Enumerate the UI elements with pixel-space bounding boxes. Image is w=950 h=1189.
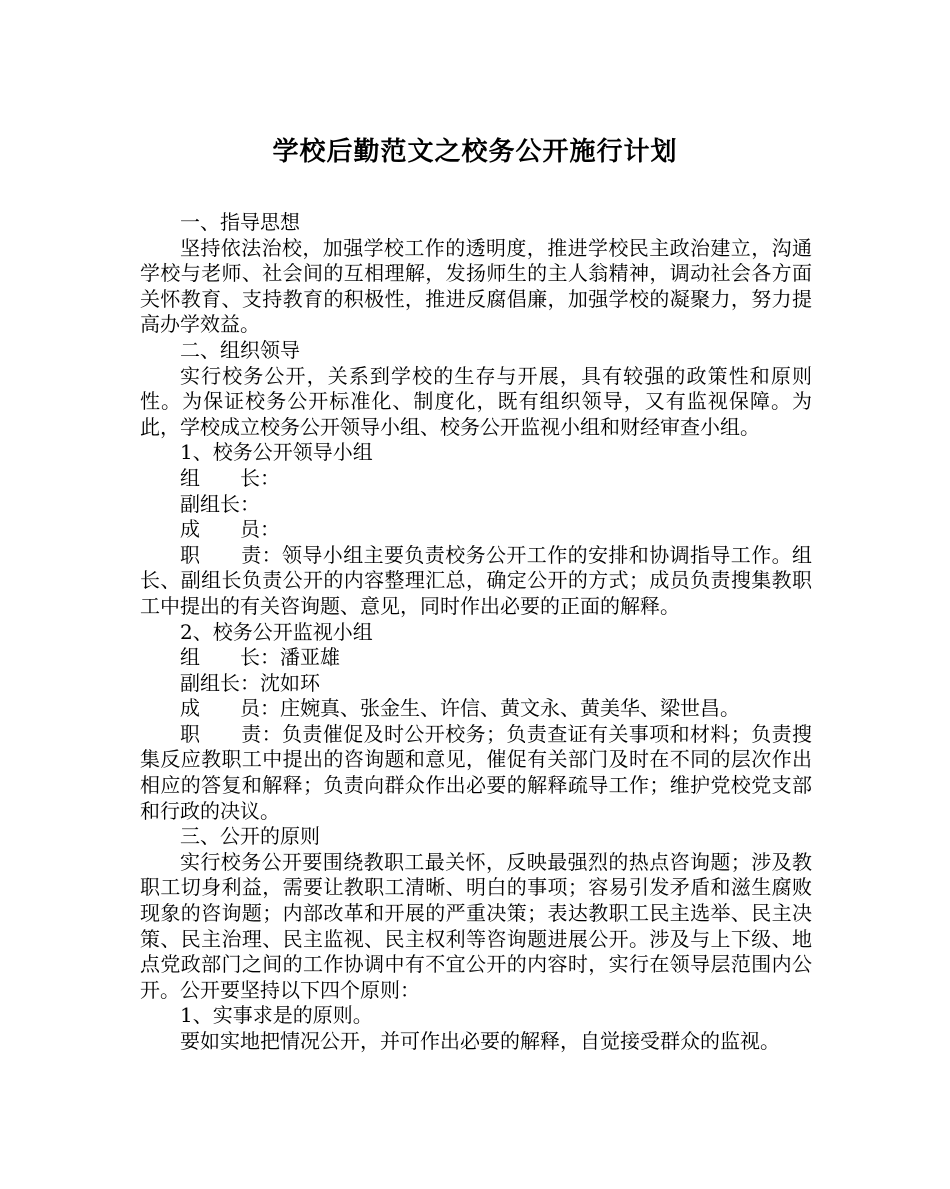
supervision-members-line: 成 员：庄婉真、张金生、许信、黄文永、黄美华、梁世昌。 <box>180 696 740 721</box>
paragraph-principles: 实行校务公开要围绕教职工最关怀，反映最强烈的热点咨询题；涉及教职工切身利益，需要让教职工清晰、明白的事项；容易引发矛盾和滋生腐败现象的咨询题；内部改革和开展的严重决策；表达教职工民主选举、民主决策、民主治理、民主监视、民主权利等咨询题进展公开。涉及与上下级、地点党政部门之间的工作协调中有不宜公开的内容时，实行在领导层范围内公开。公开要坚持以下四个原则： <box>140 849 812 1002</box>
subheading-supervision-group: 2、校务公开监视小组 <box>180 619 373 644</box>
paragraph-organization: 实行校务公开，关系到学校的生存与开展，具有较强的政策性和原则性。为保证校务公开标准化、制度化，既有组织领导，又有监视保障。为此，学校成立校务公开领导小组、校务公开监视小组和财经审查小组。 <box>140 363 812 439</box>
subheading-leadership-group: 1、校务公开领导小组 <box>180 440 373 465</box>
supervision-duties-paragraph: 职 责：负责催促及时公开校务；负责查证有关事项和材料；负责搜集反应教职工中提出的咨询题和意见，催促有关部门及时在不同的层次作出相应的答复和解释；负责向群众作出必要的解释疏导工作；维护党校党支部和行政的决议。 <box>140 721 812 823</box>
document-body <box>140 210 812 1055</box>
leadership-duties-paragraph: 职 责：领导小组主要负责校务公开工作的安排和协调指导工作。组长、副组长负责公开的内容整理汇总，确定公开的方式；成员负责搜集教职工中提出的有关咨询题、意见，同时作出必要的正面的解释。 <box>140 542 812 618</box>
supervision-deputy-line: 副组长：沈如环 <box>180 670 320 695</box>
principle-1-heading: 1、实事求是的原则。 <box>180 1003 373 1028</box>
document-title: 学校后勤范文之校务公开施行计划 <box>272 137 678 167</box>
leadership-members-line: 成 员： <box>180 517 280 542</box>
section-heading-organization: 二、组织领导 <box>180 337 300 362</box>
leadership-deputy-line: 副组长： <box>180 491 260 516</box>
supervision-leader-line: 组 长：潘亚雄 <box>180 645 340 670</box>
section-heading-guiding-ideology: 一、指导思想 <box>180 210 300 234</box>
section-heading-principles: 三、公开的原则 <box>180 824 320 849</box>
principle-1-paragraph: 要如实地把情况公开，并可作出必要的解释，自觉接受群众的监视。 <box>180 1029 780 1053</box>
paragraph-guiding-ideology: 坚持依法治校，加强学校工作的透明度，推进学校民主政治建立，沟通学校与老师、社会间的互相理解，发扬师生的主人翁精神，调动社会各方面关怀教育、支持教育的积极性，推进反腐倡廉，加强学校的凝聚力，努力提高办学效益。 <box>140 235 812 337</box>
leadership-leader-line: 组 长： <box>180 465 280 490</box>
